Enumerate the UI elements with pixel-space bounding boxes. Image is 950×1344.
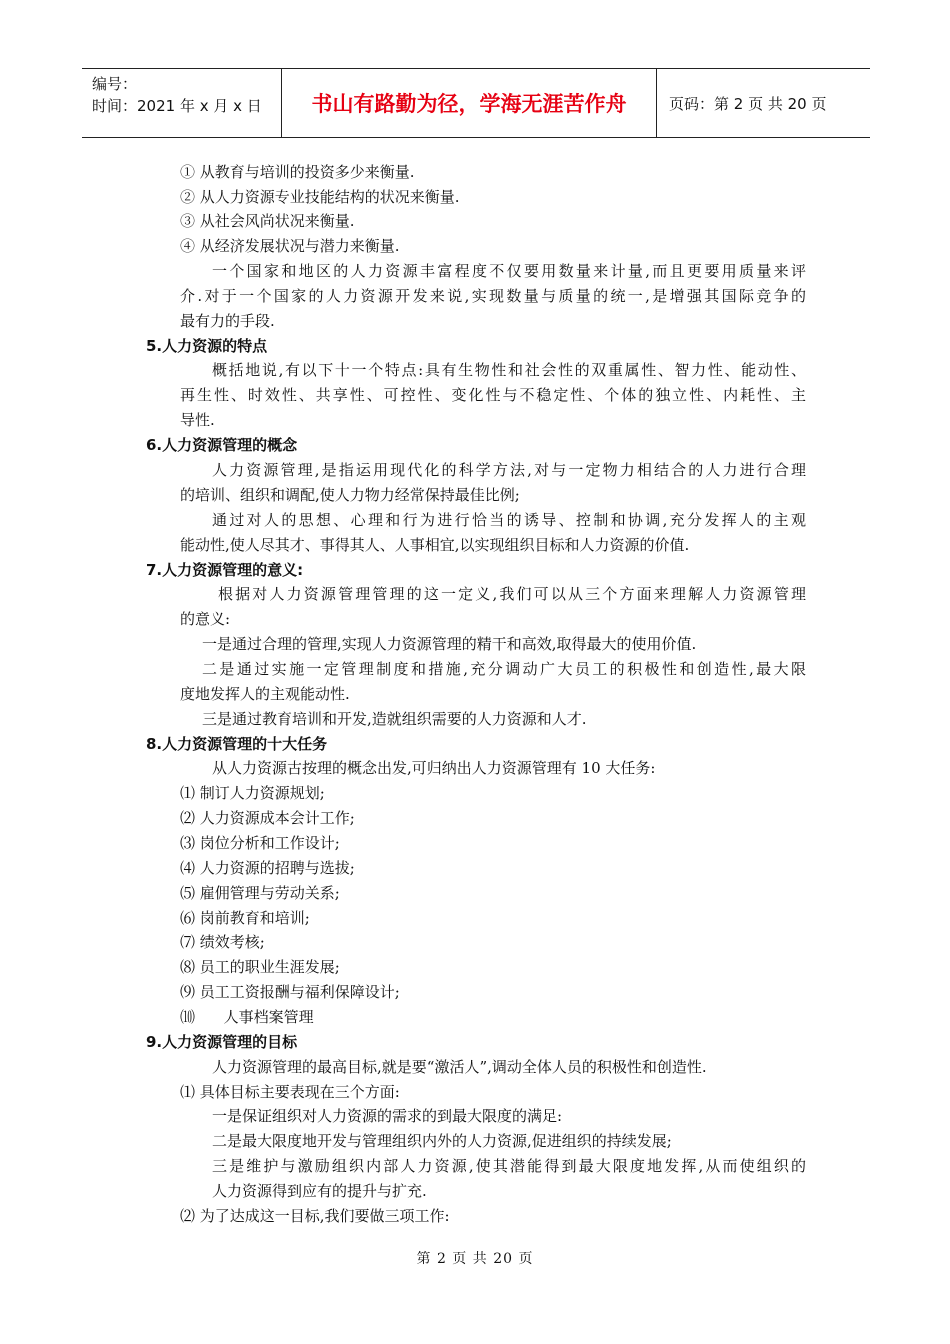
header-page-info: 页码：第 2 页 共 20 页 [669,94,827,113]
paragraph-line: 人力资源得到应有的提升与扩充. [212,1182,427,1200]
paragraph-line: 介.对于一个国家的人力资源开发来说,实现数量与质量的统一,是增强其国际竞争的 [180,287,806,305]
list-item: ⑽ 人事档案管理 [180,1008,314,1026]
paragraph-line: 三是维护与激励组织内部人力资源,使其潜能得到最大限度地发挥,从而使组织的 [212,1157,806,1175]
list-item: ⑼ 员工工资报酬与福利保障设计; [180,983,400,1001]
paragraph-line: 的意义: [180,610,231,628]
paragraph-line: 人力资源管理,是指运用现代化的科学方法,对与一定物力相结合的人力进行合理 [212,461,806,479]
paragraph-line: 的培训、组织和调配,使人力物力经常保持最佳比例; [180,486,520,504]
list-item: ⑸ 雇佣管理与劳动关系; [180,884,340,902]
paragraph-line: 一是保证组织对人力资源的需求的到最大限度的满足: [212,1107,563,1125]
section-heading: 7.人力资源管理的意义: [146,561,304,579]
page-footer: 第 2 页 共 20 页 [416,1251,534,1267]
list-item: ④ 从经济发展状况与潜力来衡量. [180,237,400,255]
list-item: ③ 从社会风尚状况来衡量. [180,212,355,230]
list-item: ⑵ 为了达成这一目标,我们要做三项工作: [180,1207,450,1225]
list-item: ⑶ 岗位分析和工作设计; [180,834,340,852]
paragraph-line: 一个国家和地区的人力资源丰富程度不仅要用数量来计量,而且更要用质量来评 [212,262,806,280]
list-item: ② 从人力资源专业技能结构的状况来衡量. [180,188,460,206]
header-meta [82,69,282,137]
list-item: ⑹ 岗前教育和培训; [180,909,310,927]
section-heading: 5.人力资源的特点 [146,337,268,355]
header-motto: 书山有路勤为径，学海无涯苦作舟 [282,69,657,137]
paragraph-line: 通过对人的思想、心理和行为进行恰当的诱导、控制和协调,充分发挥人的主观 [212,511,806,529]
list-item: ① 从教育与培训的投资多少来衡量. [180,163,415,181]
paragraph-line: 二是通过实施一定管理制度和措施,充分调动广大员工的积极性和创造性,最大限 [202,660,806,678]
paragraph-line: 度地发挥人的主观能动性. [180,685,350,703]
paragraph-line: 三是通过教育培训和开发,造就组织需要的人力资源和人才. [202,710,587,728]
paragraph-line: 再生性、时效性、共享性、可控性、变化性与不稳定性、个体的独立性、内耗性、主 [180,386,806,404]
paragraph-line: 导性. [180,411,215,429]
section-heading: 8.人力资源管理的十大任务 [146,735,328,753]
paragraph-line: 概括地说,有以下十一个特点:具有生物性和社会性的双重属性、智力性、能动性、 [212,361,806,379]
list-item: ⑺ 绩效考核; [180,933,265,951]
paragraph-line: 最有力的手段. [180,312,275,330]
section-heading: 9.人力资源管理的目标 [146,1033,298,1051]
paragraph-line: 一是通过合理的管理,实现人力资源管理的精干和高效,取得最大的使用价值. [202,635,697,653]
paragraph-line: 人力资源管理的最高目标,就是要“激活人”,调动全体人员的积极性和创造性. [212,1058,707,1076]
paragraph-line: 二是最大限度地开发与管理组织内外的人力资源,促进组织的持续发展; [212,1132,672,1150]
document-number-label: 编号： [92,75,138,93]
section-heading: 6.人力资源管理的概念 [146,436,298,454]
page-header [82,68,870,138]
document-date-label: 时间：2021 年 x 月 x 日 [92,97,262,115]
list-item: ⑻ 员工的职业生涯发展; [180,958,340,976]
list-item: ⑷ 人力资源的招聘与选拔; [180,859,355,877]
paragraph-line: 从人力资源古按理的概念出发,可归纳出人力资源管理有 10 大任务: [212,759,656,777]
list-item: ⑴ 具体目标主要表现在三个方面: [180,1083,400,1101]
paragraph-line: 根据对人力资源管理管理的这一定义,我们可以从三个方面来理解人力资源管理 [218,585,806,603]
list-item: ⑵ 人力资源成本会计工作; [180,809,355,827]
paragraph-line: 能动性,使人尽其才、事得其人、人事相宜,以实现组织目标和人力资源的价值. [180,536,690,554]
list-item: ⑴ 制订人力资源规划; [180,784,325,802]
